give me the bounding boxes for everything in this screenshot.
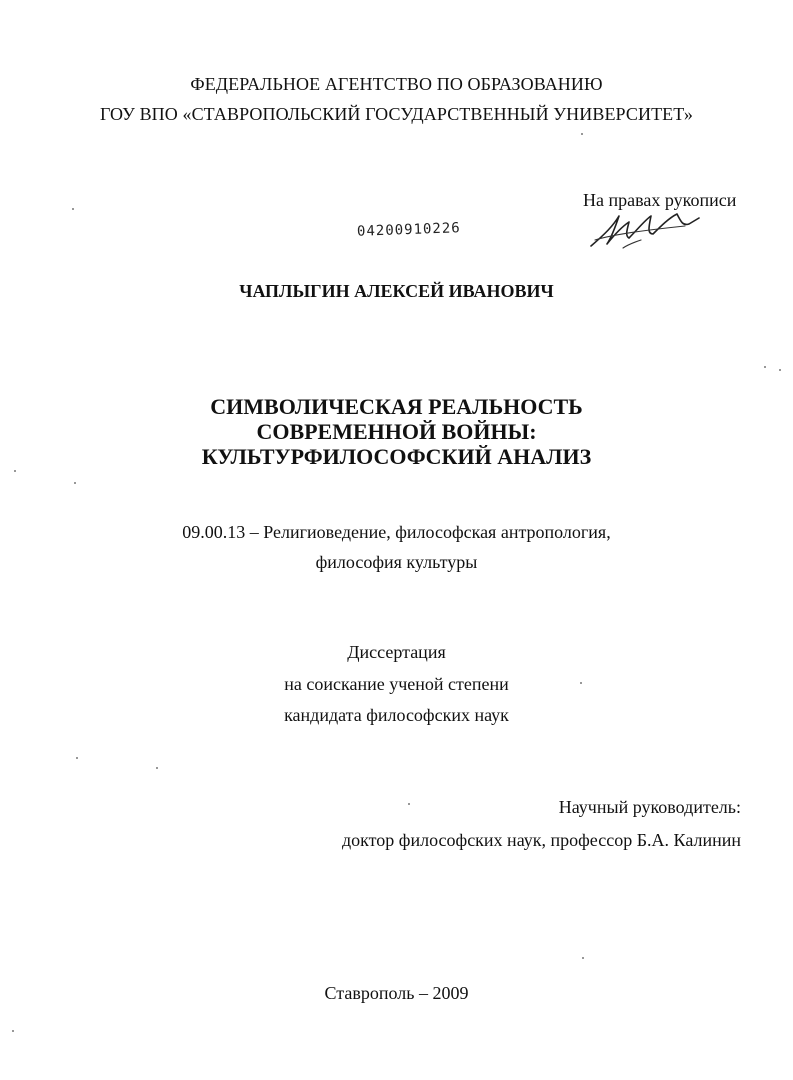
manuscript-note: На правах рукописи bbox=[583, 190, 737, 210]
degree-line-3: кандидата философских наук bbox=[284, 705, 509, 725]
scan-speck bbox=[779, 369, 781, 371]
city-year: Ставрополь – 2009 bbox=[324, 983, 469, 1003]
scan-speck bbox=[582, 957, 584, 959]
dissertation-title-line-3: КУЛЬТУРФИЛОСОФСКИЙ АНАЛИЗ bbox=[201, 444, 592, 469]
degree-line-1: Диссертация bbox=[347, 642, 446, 662]
scan-speck bbox=[580, 682, 582, 684]
archive-number: 04200910226 bbox=[356, 220, 461, 240]
university-name: ГОУ ВПО «СТАВРОПОЛЬСКИЙ ГОСУДАРСТВЕННЫЙ УНИВЕРСИТЕТ» bbox=[99, 104, 693, 124]
scan-speck bbox=[72, 208, 74, 210]
scan-speck bbox=[76, 757, 78, 759]
specialty-line-2: философия культуры bbox=[315, 552, 478, 572]
dissertation-title-line-1: СИМВОЛИЧЕСКАЯ РЕАЛЬНОСТЬ bbox=[210, 394, 583, 419]
agency-name: ФЕДЕРАЛЬНОЕ АГЕНТСТВО ПО ОБРАЗОВАНИЮ bbox=[190, 74, 603, 94]
specialty-line-1: 09.00.13 – Религиоведение, философская антропология, bbox=[182, 522, 611, 542]
supervisor-name: доктор философских наук, профессор Б.А. Калинин bbox=[342, 830, 741, 850]
scan-speck bbox=[581, 133, 583, 135]
scan-speck bbox=[156, 767, 158, 769]
scan-speck bbox=[764, 366, 766, 368]
scan-speck bbox=[12, 1030, 14, 1032]
signature-icon bbox=[585, 204, 705, 254]
author-name: ЧАПЛЫГИН АЛЕКСЕЙ ИВАНОВИЧ bbox=[239, 281, 554, 301]
scan-speck bbox=[14, 470, 16, 472]
scan-speck bbox=[408, 803, 410, 805]
scan-speck bbox=[74, 482, 76, 484]
dissertation-title-line-2: СОВРЕМЕННОЙ ВОЙНЫ: bbox=[256, 419, 537, 444]
supervisor-label: Научный руководитель: bbox=[558, 797, 741, 817]
degree-line-2: на соискание ученой степени bbox=[284, 674, 509, 694]
